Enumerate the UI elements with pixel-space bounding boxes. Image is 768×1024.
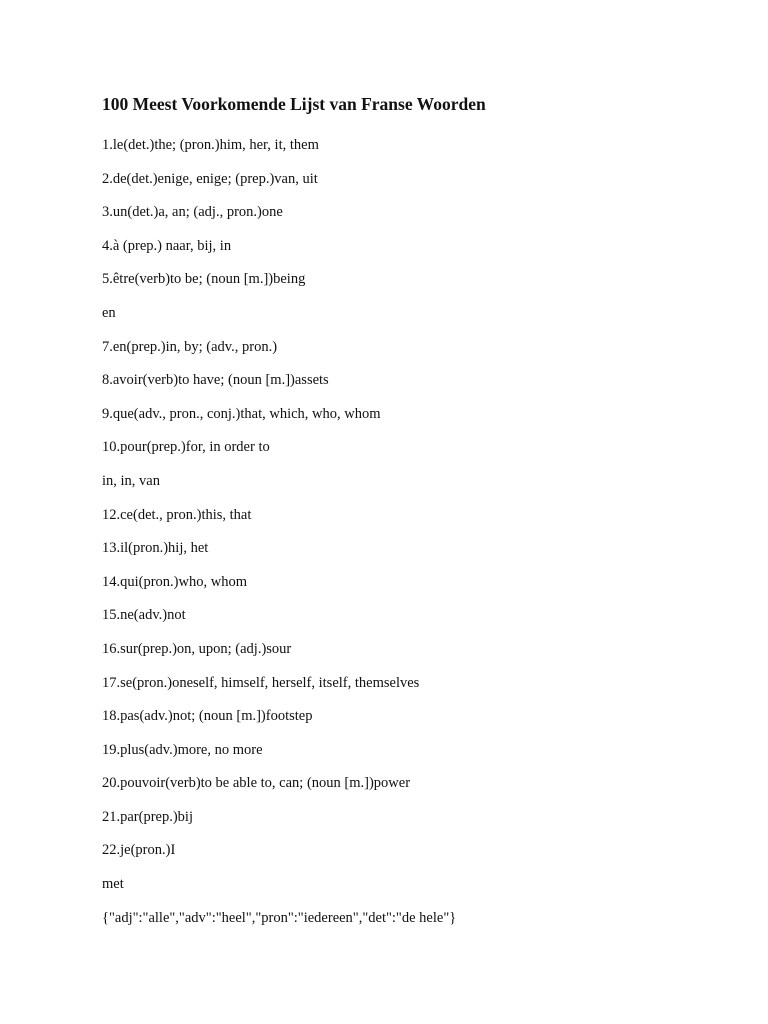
word-entry: 12.ce(det., pron.)this, that [102, 506, 252, 523]
word-entry: 4.à (prep.) naar, bij, in [102, 237, 232, 254]
word-entry: 9.que(adv., pron., conj.)that, which, who, whom [102, 405, 381, 422]
word-entry: 21.par(prep.)bij [102, 808, 193, 825]
word-entry: 13.il(pron.)hij, het [102, 540, 209, 557]
word-entry: 17.se(pron.)oneself, himself, herself, itself, themselves [102, 674, 420, 691]
word-entry: 7.en(prep.)in, by; (adv., pron.) [102, 338, 278, 355]
word-entry: en [102, 304, 116, 321]
word-entry: 19.plus(adv.)more, no more [102, 741, 263, 758]
word-entry: 1.le(det.)the; (pron.)him, her, it, them [102, 137, 319, 153]
word-entry: 15.ne(adv.)not [102, 607, 186, 624]
word-entry: 5.être(verb)to be; (noun [m.])being [102, 271, 306, 288]
word-entry: 22.je(pron.)I [102, 842, 176, 859]
word-entry: 16.sur(prep.)on, upon; (adj.)sour [102, 640, 292, 657]
word-entry: 18.pas(adv.)not; (noun [m.])footstep [102, 708, 313, 725]
word-list [102, 135, 456, 941]
word-entry: in, in, van [102, 472, 160, 489]
word-entry: {"adj":"alle","adv":"heel","pron":"iedereen","det":"de hele"} [102, 909, 457, 926]
word-entry: 14.qui(pron.)who, whom [102, 573, 247, 590]
word-entry: 2.de(det.)enige, enige; (prep.)van, uit [102, 170, 318, 187]
word-entry: 8.avoir(verb)to have; (noun [m.])assets [102, 372, 329, 389]
word-entry: 20.pouvoir(verb)to be able to, can; (noun [m.])power [102, 775, 411, 792]
document-title: 100 Meest Voorkomende Lijst van Franse Woorden [102, 94, 486, 114]
word-entry: 3.un(det.)a, an; (adj., pron.)one [102, 204, 283, 221]
word-entry: met [102, 876, 124, 893]
word-entry: 10.pour(prep.)for, in order to [102, 439, 270, 456]
